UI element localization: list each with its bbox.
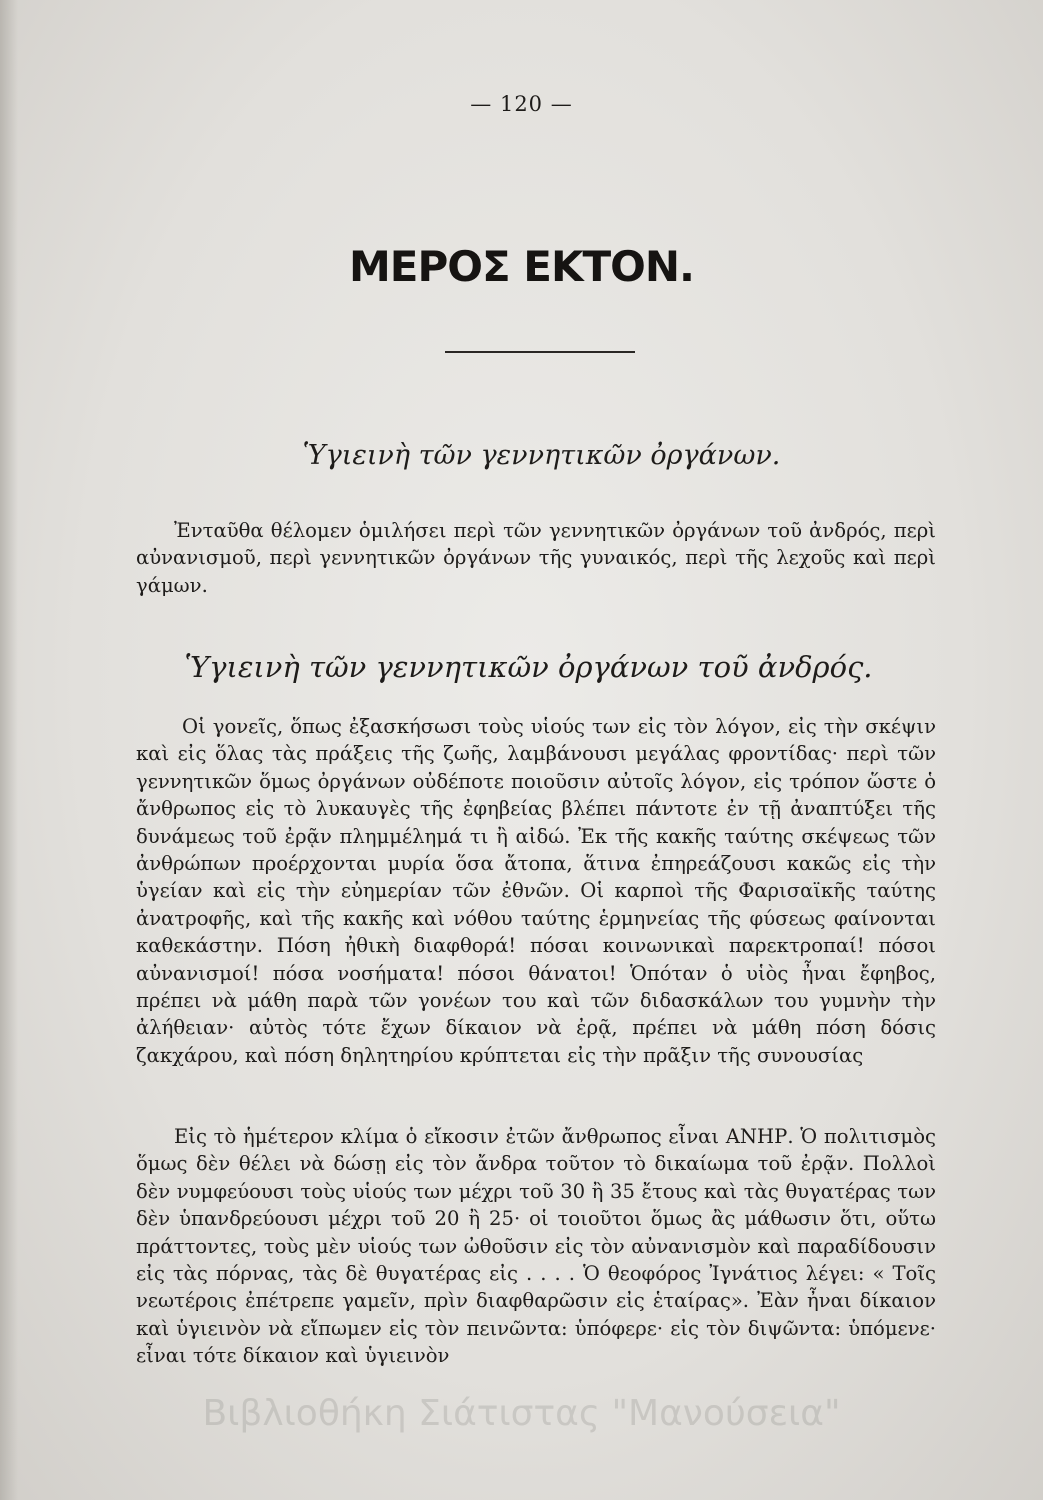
subsection-heading: Ὑγιεινὴ τῶν γεννητικῶν ὀργάνων τοῦ ἀνδρός. [184,650,873,684]
title-divider [445,351,635,353]
page-edge-shadow [0,0,18,1500]
section-heading: Ὑγιεινὴ τῶν γεννητικῶν ὀργάνων. [302,440,781,471]
library-watermark [0,1392,1043,1436]
part-title: ΜΕΡΟΣ ΕΚΤΟΝ. [349,242,694,291]
intro-paragraph: Ἐνταῦθα θέλομεν ὁμιλήσει περὶ τῶν γεννητικῶν ὀργάνων τοῦ ἀνδρός, περὶ αὐνανισμοῦ, περὶ γεννητικῶν ὀργάνων τῆς γυναικός, περὶ τῆς λεχοῦς καὶ περὶ γάμων. [136,519,936,597]
page-number: — 120 — [470,92,573,116]
body-paragraph: Εἰς τὸ ἡμέτερον κλίμα ὁ εἴκοσιν ἐτῶν ἄνθρωπος εἶναι ΑΝΗΡ. Ὁ πολιτισμὸς ὅμως δὲν θέλει νὰ δώσῃ εἰς τὸν ἄνδρα τοῦτον τὸ δικαίωμα τοῦ ἐρᾷν. Πολλοὶ δὲν νυμφεύουσι τοὺς υἱούς των μέχρι τοῦ 30 ἢ 35 ἔτους καὶ τὰς θυγατέρας των δὲν ὑπανδρεύουσι μέχρι τοῦ 20 ἢ 25· οἱ τοιοῦτοι ὅμως ἂς μάθωσιν ὅτι, οὕτω πράττοντες, τοὺς μὲν υἱούς των ὠθοῦσιν εἰς τὸν αὐνανισμὸν καὶ παραδίδουσιν εἰς τὰς πόρνας, τὰς δὲ θυγατέρας εἰς . . . . Ὁ θεοφόρος Ἰγνάτιος λέγει: « Τοῖς νεωτέροις ἐπέτρεπε γαμεῖν, πρὶν διαφθαρῶσιν εἰς ἑταίρας». Ἐὰν ἦναι δίκαιον καὶ ὑγιεινὸν νὰ εἴπωμεν εἰς τὸν πεινῶντα: ὑπόφερε· εἰς τὸν διψῶντα: ὑπόμενε· εἶναι τότε δίκαιον καὶ ὑγιεινὸν [136,1125,936,1368]
watermark-text: Βιβλιοθήκη Σιάτιστας "Μανούσεια" [202,1393,841,1434]
body-paragraph: Οἱ γονεῖς, ὅπως ἐξασκήσωσι τοὺς υἱούς των εἰς τὸν λόγον, εἰς τὴν σκέψιν καὶ εἰς ὅλας τὰς πράξεις τῆς ζωῆς, λαμβάνουσι μεγάλας φροντίδας· περὶ τῶν γεννητικῶν ὅμως ὀργάνων οὐδέποτε ποιοῦσιν αὐτοῖς λόγον, εἰς τρόπον ὥστε ὁ ἄνθρωπος εἰς τὸ λυκαυγὲς τῆς ἐφηβείας βλέπει πάντοτε ἐν τῇ ἀναπτύξει τῆς δυνάμεως τοῦ ἐρᾷν πλημμέλημά τι ἢ αἰδώ. Ἐκ τῆς κακῆς ταύτης σκέψεως τῶν ἀνθρώπων προέρχονται μυρία ὅσα ἄτοπα, ἅτινα ἐπηρεάζουσι κακῶς εἰς τὴν ὑγείαν καὶ εἰς τὴν εὐημερίαν τῶν ἐθνῶν. Οἱ καρποὶ τῆς Φαρισαϊκῆς ταύτης ἀνατροφῆς, καὶ τῆς κακῆς καὶ νόθου ταύτης ἑρμηνείας τῆς φύσεως φαίνονται καθεκάστην. Πόση ἠθικὴ διαφθορά! πόσαι κοινωνικαὶ παρεκτροπαί! πόσοι αὐνανισμοί! πόσα νοσήματα! πόσοι θάνατοι! Ὁπόταν ὁ υἱὸς ἦναι ἔφηβος, πρέπει νὰ μάθη παρὰ τῶν γονέων του καὶ τῶν διδασκάλων του γυμνὴν τὴν ἀλήθειαν· αὐτὸς τότε ἔχων δίκαιον νὰ ἐρᾷ, πρέπει νὰ μάθη πόση δόσις ζακχάρου, καὶ πόση δηλητηρίου κρύπτεται εἰς τὴν πρᾶξιν τῆς συνουσίας [136,715,936,1067]
